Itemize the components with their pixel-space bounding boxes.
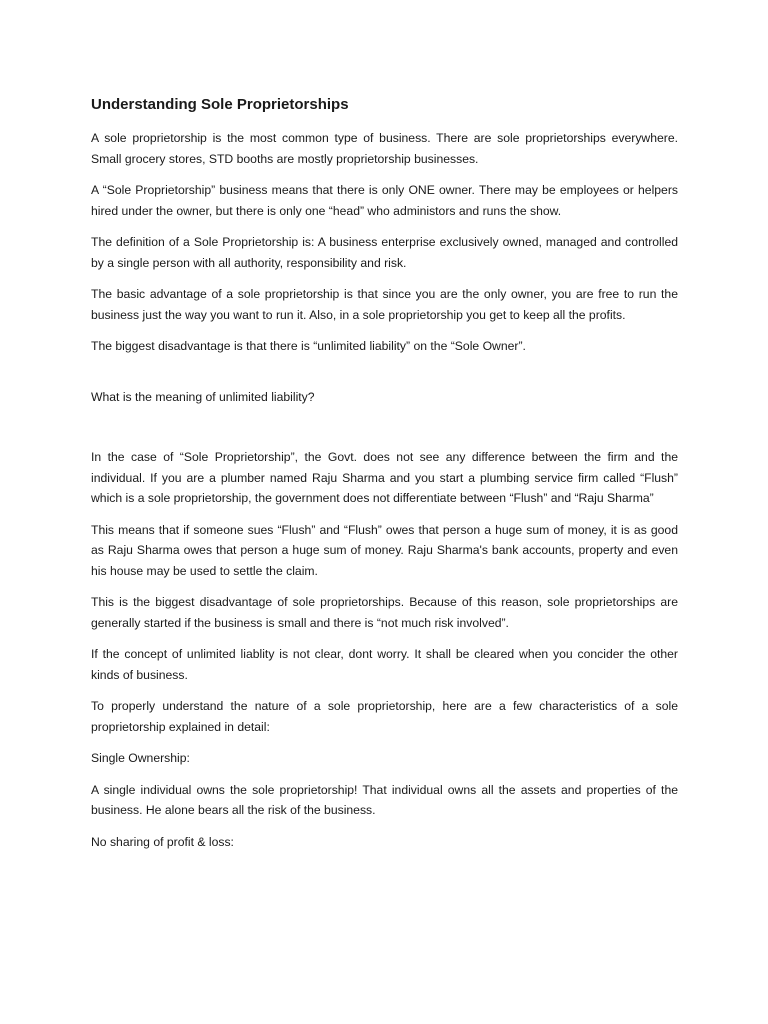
subheading-single-ownership: Single Ownership: [91, 751, 190, 765]
paragraph-characteristics-intro: To properly understand the nature of a sole proprietorship, here are a few characteristics of a sole proprietorship explained in detail: [91, 699, 678, 734]
document-title: Understanding Sole Proprietorships [91, 96, 349, 113]
paragraph-definition: The definition of a Sole Proprietorship is: A business enterprise exclusively owned, managed and controlled by a single person with all authority, responsibility and risk. [91, 235, 678, 270]
paragraph-biggest-disadvantage: This is the biggest disadvantage of sole proprietorships. Because of this reason, sole proprietorships are generally started if the business is small and there is “not much risk involved”. [91, 595, 678, 630]
paragraph-single-ownership: A single individual owns the sole proprietorship! That individual owns all the assets and properties of the business. He alone bears all the risk of the business. [91, 782, 678, 817]
paragraph-one-owner: A “Sole Proprietorship” business means that there is only ONE owner. There may be employees or helpers hired under the owner, but there is only one “head” who administors and runs the show. [91, 183, 678, 218]
question-unlimited-liability: What is the meaning of unlimited liability? [91, 389, 315, 404]
paragraph-concept-note: If the concept of unlimited liablity is not clear, dont worry. It shall be cleared when you concider the other kinds of business. [91, 647, 678, 682]
paragraph-intro: A sole proprietorship is the most common type of business. There are sole proprietorships everywhere. Small grocery stores, STD booths are mostly proprietorship businesses. [91, 131, 678, 166]
paragraph-disadvantage: The biggest disadvantage is that there is “unlimited liability” on the “Sole Owner”. [91, 339, 526, 353]
paragraph-advantage: The basic advantage of a sole proprietorship is that since you are the only owner, you are free to run the business just the way you want to run it. Also, in a sole proprietorship you get to keep all the profits. [91, 287, 678, 322]
subheading-no-sharing: No sharing of profit & loss: [91, 834, 234, 849]
paragraph-sues-example: This means that if someone sues “Flush” and “Flush” owes that person a huge sum of money, it is as good as Raju Sharma owes that person a huge sum of money. Raju Sharma's bank accounts, property and even his house may be used to settle the claim. [91, 522, 678, 578]
paragraph-govt-view: In the case of “Sole Proprietorship”, the Govt. does not see any difference between the firm and the individual. If you are a plumber named Raju Sharma and you start a plumbing service firm called “Flush” which is a sole proprietorship, the government does not differentiate between “Flush” and “Raju Sharma” [91, 450, 678, 505]
